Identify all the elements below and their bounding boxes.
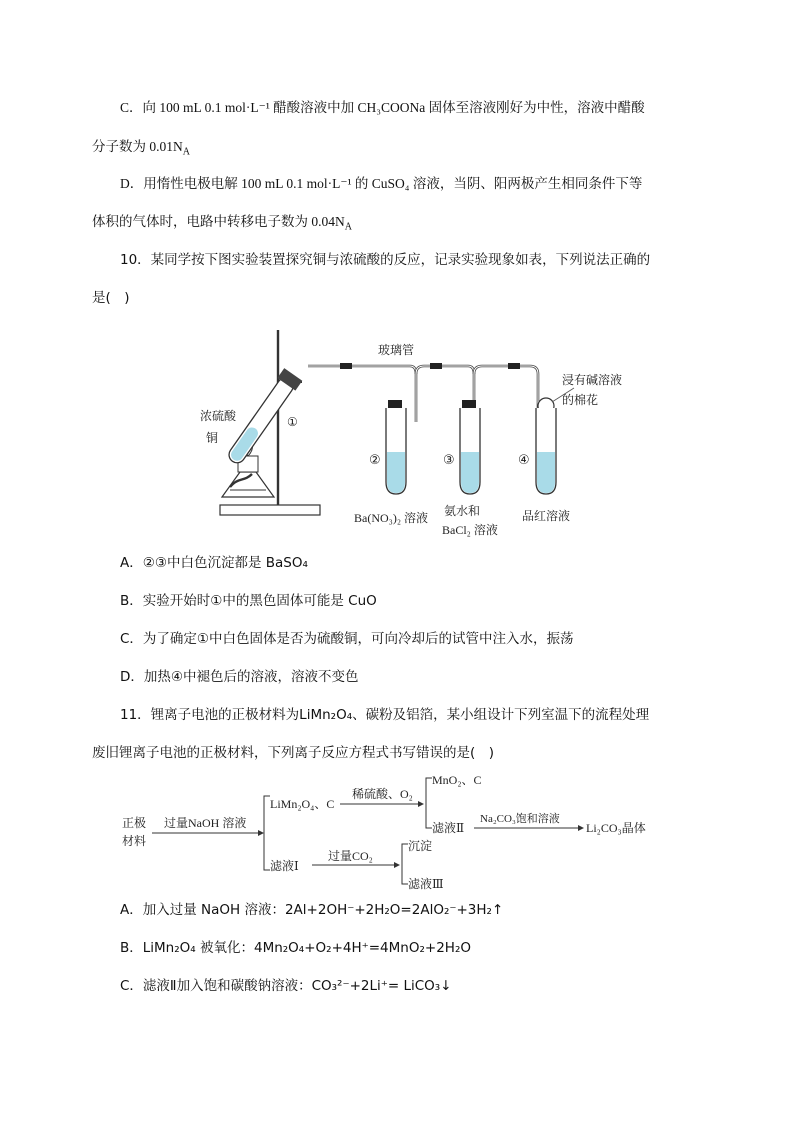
flow-upper: LiMn₂O₄、C xyxy=(270,797,335,811)
q10-option-d: D．加热④中褪色后的溶液，溶液不变色 xyxy=(120,669,359,685)
q10-stem-line2: 是( ) xyxy=(92,290,130,306)
flow-start-2: 材料 xyxy=(122,834,147,848)
tube-4 xyxy=(536,398,556,494)
q9-option-d-line1: D．用惰性电极电解 100 mL 0.1 mol·L⁻¹ 的 CuSO₄ 溶液，当阴、阳两极产生相同条件下等 xyxy=(120,176,643,191)
q9-option-d-line2-sub: A xyxy=(344,221,352,233)
q9-option-d-line2-text: 体积的气体时，电路中转移电子数为 0.04N xyxy=(92,214,345,229)
flow-product: Li₂CO₃晶体 xyxy=(586,821,646,835)
q9-option-c-line1: C．向 100 mL 0.1 mol·L⁻¹ 醋酸溶液中加 CH₃COONa 固体至溶液刚好为中性，溶液中醋酸 xyxy=(120,100,645,115)
q9-option-c-line2-text: 分子数为 0.01N xyxy=(92,139,183,154)
q9-option-c-line2 xyxy=(92,137,190,163)
flow-precipitate: 沉淀 xyxy=(408,839,433,853)
q10-option-a: A．②③中白色沉淀都是 BaSO₄ xyxy=(120,555,308,571)
label-solution-3a: 氨水和 xyxy=(444,504,481,518)
q11-option-c: C．滤液Ⅱ加入饱和碳酸钠溶液：CO₃²⁻+2Li⁺= LiCO₃↓ xyxy=(120,978,452,994)
flow-step4: 过量CO₂ xyxy=(328,849,373,863)
flow-mno2: MnO₂、C xyxy=(432,773,482,787)
q11-option-a: A．加入过量 NaOH 溶液：2Al+2OH⁻+2H₂O=2AlO₂⁻+3H₂↑ xyxy=(120,902,504,918)
flow-filtrate3: 滤液Ⅲ xyxy=(408,877,444,891)
label-conc-acid: 浓硫酸 xyxy=(200,409,237,423)
q10-option-c: C．为了确定①中白色固体是否为硫酸铜，可向冷却后的试管中注入水，振荡 xyxy=(120,631,574,647)
q11-stem-line1: 11．锂离子电池的正极材料为LiMn₂O₄、碳粉及铝箔，某小组设计下列室温下的流程处理 xyxy=(120,707,650,723)
tube-3 xyxy=(460,400,480,494)
label-tube-2: ② xyxy=(369,453,381,468)
q10-apparatus-figure xyxy=(190,322,623,542)
flow-step1: 过量NaOH 溶液 xyxy=(164,816,247,830)
q10-option-b: B．实验开始时①中的黑色固体可能是 CuO xyxy=(120,593,377,609)
q11-option-b: B．LiMn₂O₄ 被氧化：4Mn₂O₄+O₂+4H⁺=4MnO₂+2H₂O xyxy=(120,940,471,956)
q11-flowchart xyxy=(118,770,678,894)
label-glass-tube: 玻璃管 xyxy=(378,343,415,357)
q9-option-c-line2-sub: A xyxy=(182,146,190,158)
flow-start-1: 正极 xyxy=(122,816,147,830)
label-cotton-2: 的棉花 xyxy=(562,393,599,407)
flow-step3: Na₂CO₃饱和溶液 xyxy=(480,813,560,825)
label-solution-2: Ba(NO₃)₂ 溶液 xyxy=(354,511,429,525)
flow-filtrate2: 滤液Ⅱ xyxy=(432,821,465,835)
label-copper: 铜 xyxy=(206,431,219,445)
label-tube-3: ③ xyxy=(443,453,455,468)
q10-stem-line1: 10．某同学按下图实验装置探究铜与浓硫酸的反应，记录实验现象如表，下列说法正确的 xyxy=(120,252,651,268)
flow-filtrate1: 滤液Ⅰ xyxy=(270,859,299,873)
label-solution-4: 品红溶液 xyxy=(522,509,571,523)
q9-option-d-line2 xyxy=(92,212,352,238)
label-cotton-1: 浸有碱溶液 xyxy=(562,373,623,387)
label-tube-1: ① xyxy=(287,415,298,429)
flow-step2: 稀硫酸、O₂ xyxy=(352,787,413,801)
label-tube-4: ④ xyxy=(518,453,530,468)
label-solution-3b: BaCl₂ 溶液 xyxy=(442,523,498,537)
q11-stem-line2: 废旧锂离子电池的正极材料，下列离子反应方程式书写错误的是( ) xyxy=(92,745,495,761)
tube-2 xyxy=(386,400,406,494)
